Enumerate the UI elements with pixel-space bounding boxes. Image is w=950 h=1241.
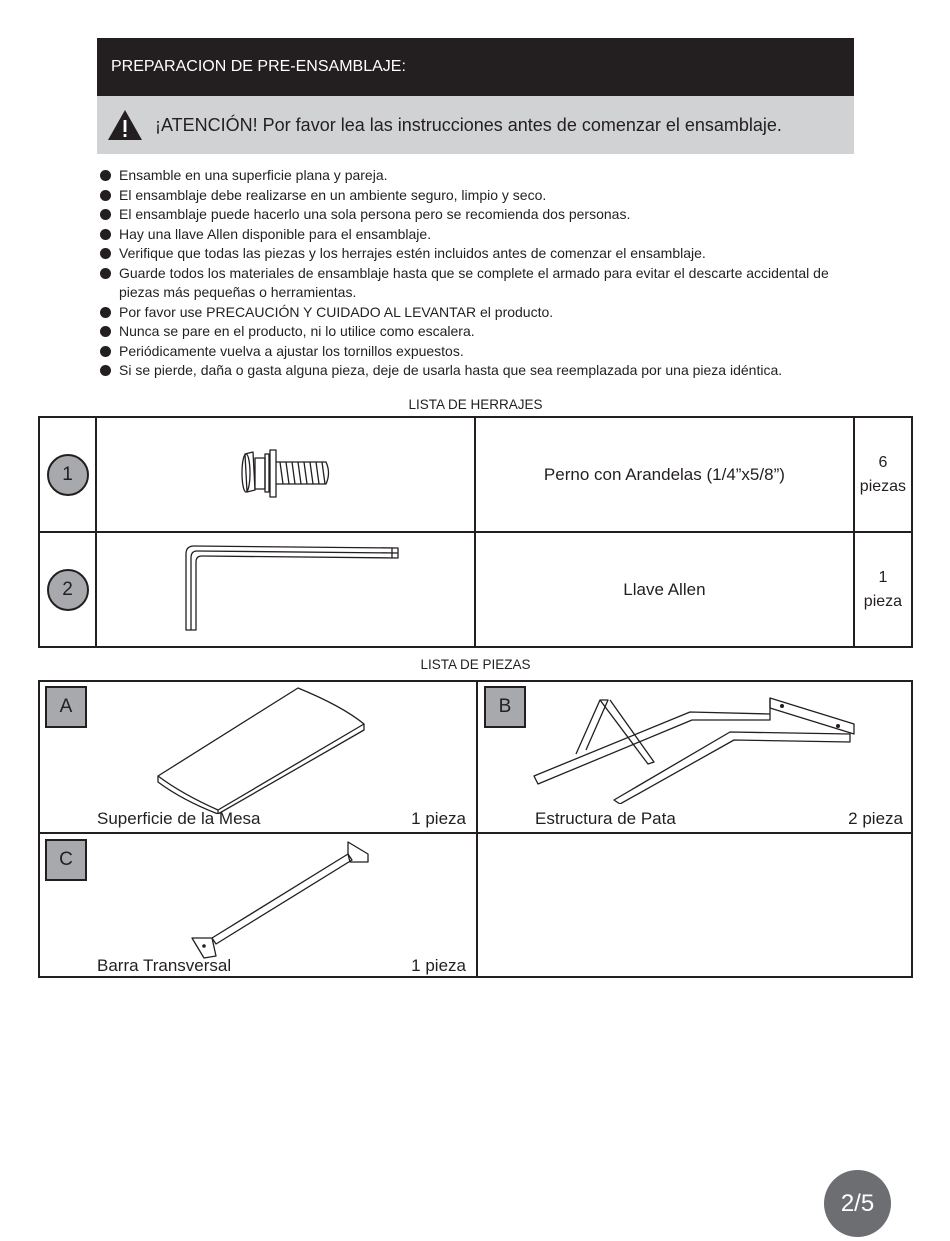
list-item: Nunca se pare en el producto, ni lo utilice como escalera. bbox=[100, 322, 860, 342]
list-item: Verifique que todas las piezas y los herrajes estén incluidos antes de comenzar el ensamblaje. bbox=[100, 244, 860, 264]
page-number: 2/5 bbox=[840, 1189, 875, 1217]
part-letter: B bbox=[484, 686, 526, 728]
list-item: Hay una llave Allen disponible para el ensamblaje. bbox=[100, 225, 860, 245]
divider bbox=[476, 682, 478, 976]
section-header-title: PREPARACION DE PRE-ENSAMBLAJE: bbox=[111, 58, 406, 75]
list-item: Periódicamente vuelva a ajustar los tornillos expuestos. bbox=[100, 342, 860, 362]
hardware-quantity-unit: piezas bbox=[859, 477, 907, 495]
hardware-number: 1 bbox=[47, 454, 89, 496]
list-item: Guarde todos los materiales de ensamblaje hasta que se complete el armado para evitar el descarte accidental de piezas más pequeñas o herramientas. bbox=[100, 264, 860, 303]
part-quantity: 1 pieza bbox=[411, 809, 466, 828]
leg-frame-icon bbox=[530, 692, 860, 804]
warning-triangle-icon bbox=[107, 109, 143, 141]
part-name: Barra Transversal bbox=[97, 956, 232, 975]
parts-list-title: LISTA DE PIEZAS bbox=[420, 657, 531, 672]
hardware-description: Llave Allen bbox=[475, 532, 854, 647]
hardware-list-title: LISTA DE HERRAJES bbox=[408, 397, 543, 412]
hardware-quantity-number: 1 bbox=[878, 568, 888, 586]
list-item: El ensamblaje puede hacerlo una sola persona pero se recomienda dos personas. bbox=[100, 205, 860, 225]
part-name: Estructura de Pata bbox=[535, 809, 676, 828]
instruction-list bbox=[100, 166, 860, 381]
part-letter: A bbox=[45, 686, 87, 728]
hardware-quantity bbox=[854, 417, 912, 532]
page-number-badge bbox=[824, 1170, 891, 1237]
list-item: Por favor use PRECAUCIÓN Y CUIDADO AL LEVANTAR el producto. bbox=[100, 303, 860, 323]
hardware-quantity-number: 6 bbox=[878, 453, 888, 471]
bolt-with-washers-icon bbox=[231, 432, 341, 512]
hardware-quantity bbox=[854, 532, 912, 647]
cross-bar-icon bbox=[190, 840, 374, 962]
hardware-description: Perno con Arandelas (1/4”x5/8”) bbox=[475, 417, 854, 532]
table-row bbox=[39, 532, 912, 647]
parts-grid bbox=[38, 680, 913, 978]
warning-banner bbox=[97, 96, 854, 154]
warning-text: ¡ATENCIÓN! Por favor lea las instrucciones antes de comenzar el ensamblaje. bbox=[155, 114, 782, 135]
part-quantity: 1 pieza bbox=[411, 956, 466, 975]
table-top-icon bbox=[152, 686, 372, 814]
part-name: Superficie de la Mesa bbox=[97, 809, 261, 828]
allen-key-icon bbox=[166, 542, 406, 632]
part-quantity: 2 pieza bbox=[848, 809, 903, 828]
section-header bbox=[97, 38, 854, 96]
list-item: El ensamblaje debe realizarse en un ambiente seguro, limpio y seco. bbox=[100, 186, 860, 206]
hardware-quantity-unit: pieza bbox=[863, 592, 903, 610]
hardware-number: 2 bbox=[47, 569, 89, 611]
divider bbox=[40, 832, 911, 834]
hardware-table bbox=[38, 416, 913, 648]
list-item: Si se pierde, daña o gasta alguna pieza, deje de usarla hasta que sea reemplazada por una pieza idéntica. bbox=[100, 361, 860, 381]
list-item: Ensamble en una superficie plana y pareja. bbox=[100, 166, 860, 186]
part-letter: C bbox=[45, 839, 87, 881]
table-row bbox=[39, 417, 912, 532]
